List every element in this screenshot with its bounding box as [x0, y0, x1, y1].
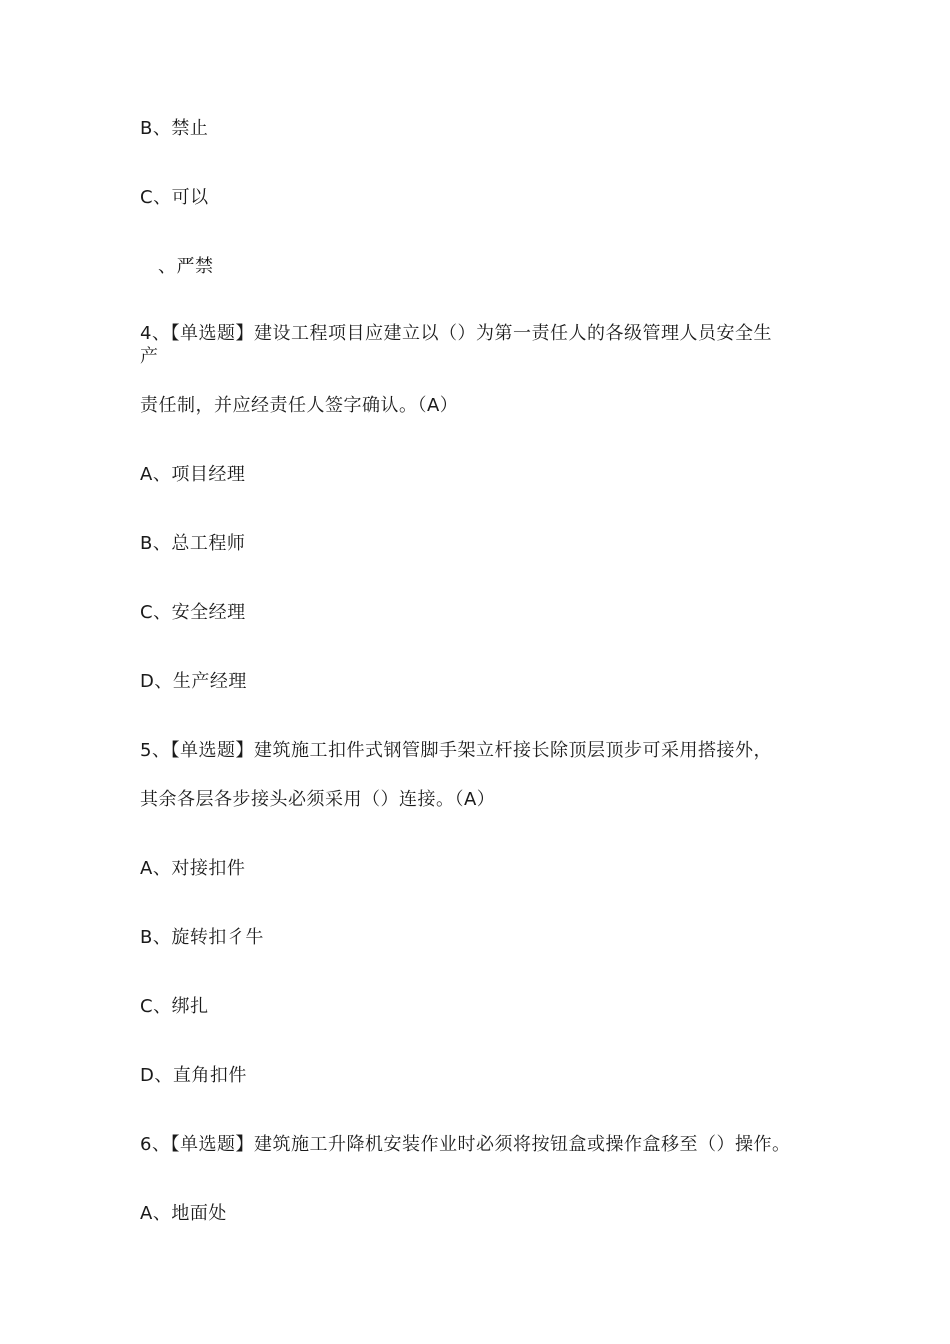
question-text-continued: 责任制，并应经责任人签字确认。（A） [140, 395, 459, 416]
option-text: 、严禁 [158, 256, 214, 277]
option-text: B、禁止 [140, 118, 209, 139]
option-text: B、旋转扣彳牛 [140, 927, 264, 948]
question-text: 5、【单选题】建筑施工扣件式钢管脚手架立杆接长除顶层顶步可采用搭接外， [140, 740, 772, 761]
option-text: C、可以 [140, 187, 209, 208]
option-text: C、安全经理 [140, 602, 246, 623]
option-text: D、生产经理 [140, 671, 247, 692]
question-text: 6、【单选题】建筑施工升降机安装作业时必须将按钮盒或操作盒移至（）操作。 [140, 1134, 791, 1155]
question-text: 4、【单选题】建设工程项目应建立以（）为第一责任人的各级管理人员安全生 [140, 323, 772, 344]
option-text: B、总工程师 [140, 533, 246, 554]
option-text: D、直角扣件 [140, 1065, 247, 1086]
option-text: C、绑扎 [140, 996, 209, 1017]
option-text: A、对接扣件 [140, 858, 246, 879]
question-text-continued: 其余各层各步接头必须采用（）连接。（A） [140, 789, 496, 810]
option-text: A、项目经理 [140, 464, 246, 485]
option-text: A、地面处 [140, 1203, 227, 1224]
question-text-continued: 产 [140, 346, 159, 367]
